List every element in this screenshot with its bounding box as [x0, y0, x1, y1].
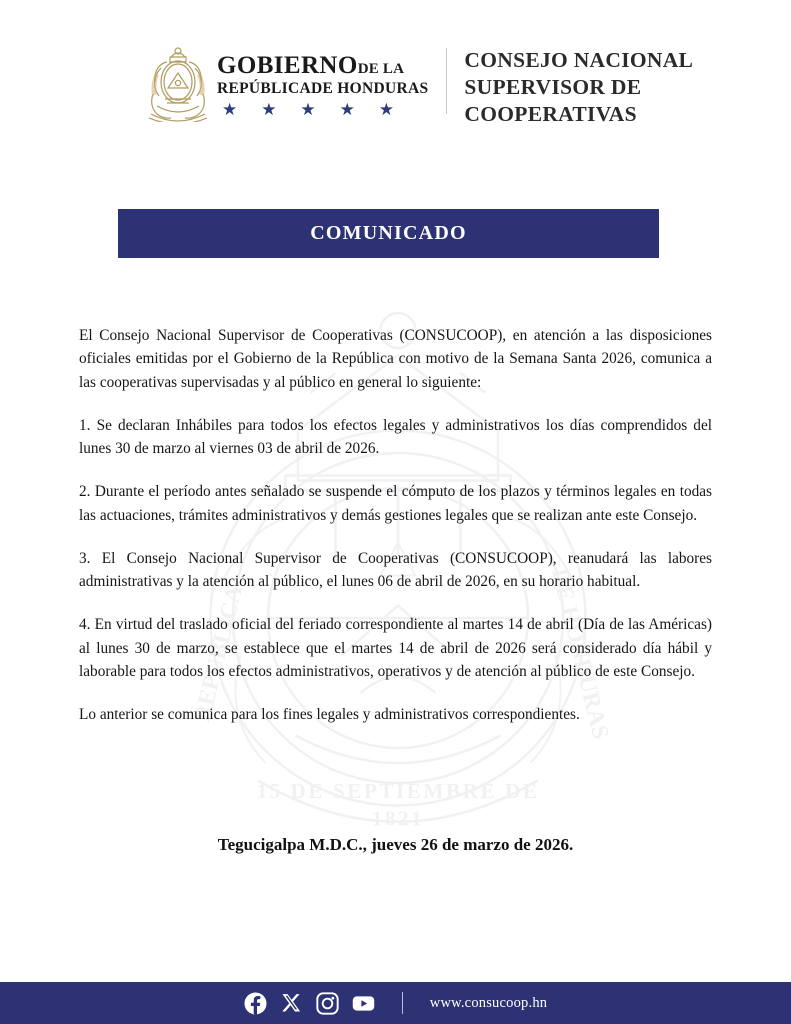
org-title-line-1: CONSEJO NACIONAL — [464, 48, 694, 72]
star-icon: ★ — [300, 100, 316, 120]
org-title-line-3: COOPERATIVAS — [464, 102, 637, 127]
facebook-icon[interactable] — [244, 992, 267, 1015]
x-twitter-icon[interactable] — [280, 992, 303, 1015]
org-title-line-2: SUPERVISOR DE — [464, 75, 642, 100]
svg-text:15 DE SEPTIEMBRE DE: 15 DE SEPTIEMBRE DE — [256, 779, 540, 803]
paragraph-item-2: 2. Durante el período antes señalado se suspende el cómputo de los plazos y términos legales en todas las actuaciones, trámites administrativos y demás gestiones legales que se realizan ante este Consejo. — [79, 483, 712, 524]
comunicado-title: COMUNICADO — [310, 222, 467, 244]
star-icon: ★ — [261, 100, 277, 120]
star-icon: ★ — [339, 100, 355, 120]
republica-honduras-text: REPÚBLICADE HONDURAS — [217, 80, 429, 97]
page-header — [0, 0, 791, 150]
gobierno-wordmark — [217, 44, 428, 118]
paragraph-item-1: 1. Se declaran Inhábiles para todos los efectos legales y administrativos los días comprendidos del lunes 30 de marzo al viernes 03 de abril de 2026. — [79, 416, 712, 457]
document-body — [79, 324, 712, 726]
paragraph-item-3: 3. El Consejo Nacional Supervisor de Cooperativas (CONSUCOOP), reanudará las labores administrativas y la atención al público, el lunes 06 de abril de 2026, en su horario habitual. — [79, 549, 712, 590]
header-divider — [446, 48, 447, 114]
signature-line: Tegucigalpa M.D.C., jueves 26 de marzo de 2026. — [217, 835, 574, 854]
youtube-icon[interactable] — [352, 992, 375, 1015]
svg-text:DE HONDURAS: DE HONDURAS — [546, 565, 614, 742]
star-icon: ★ — [378, 100, 394, 120]
comunicado-banner — [118, 209, 659, 258]
page-footer — [0, 982, 791, 1024]
svg-text:1821: 1821 — [371, 806, 425, 831]
footer-divider — [402, 992, 403, 1014]
instagram-icon[interactable] — [316, 992, 339, 1015]
paragraph-intro: El Consejo Nacional Supervisor de Cooperativas (CONSUCOOP), en atención a las disposiciones oficiales emitidas por el Gobierno de la República con motivo de la Semana Santa 2026, comunica a las cooperativas supervisadas y al público en general lo siguiente: — [79, 327, 712, 391]
star-icon: ★ — [222, 100, 238, 120]
gobierno-suffix-text: DE LA — [357, 61, 405, 77]
paragraph-item-4: 4. En virtud del traslado oficial del feriado correspondiente al martes 14 de abril (Día de las Américas) al lunes 30 de marzo, se establece que el martes 14 de abril de 2026 será considerado día hábil y laborable para todos los efectos administrativos, operativos y de atención al público de este Consejo. — [79, 616, 712, 680]
organization-title — [464, 44, 693, 128]
star-row — [222, 101, 394, 118]
honduras-coat-of-arms-icon — [145, 44, 211, 122]
svg-text:REPUBLICA: REPUBLICA — [189, 582, 249, 725]
paragraph-closing: Lo anterior se comunica para los fines legales y administrativos correspondientes. — [79, 706, 580, 723]
website-url[interactable]: www.consucoop.hn — [429, 994, 548, 1011]
gobierno-main-text: GOBIERNO — [217, 52, 358, 79]
